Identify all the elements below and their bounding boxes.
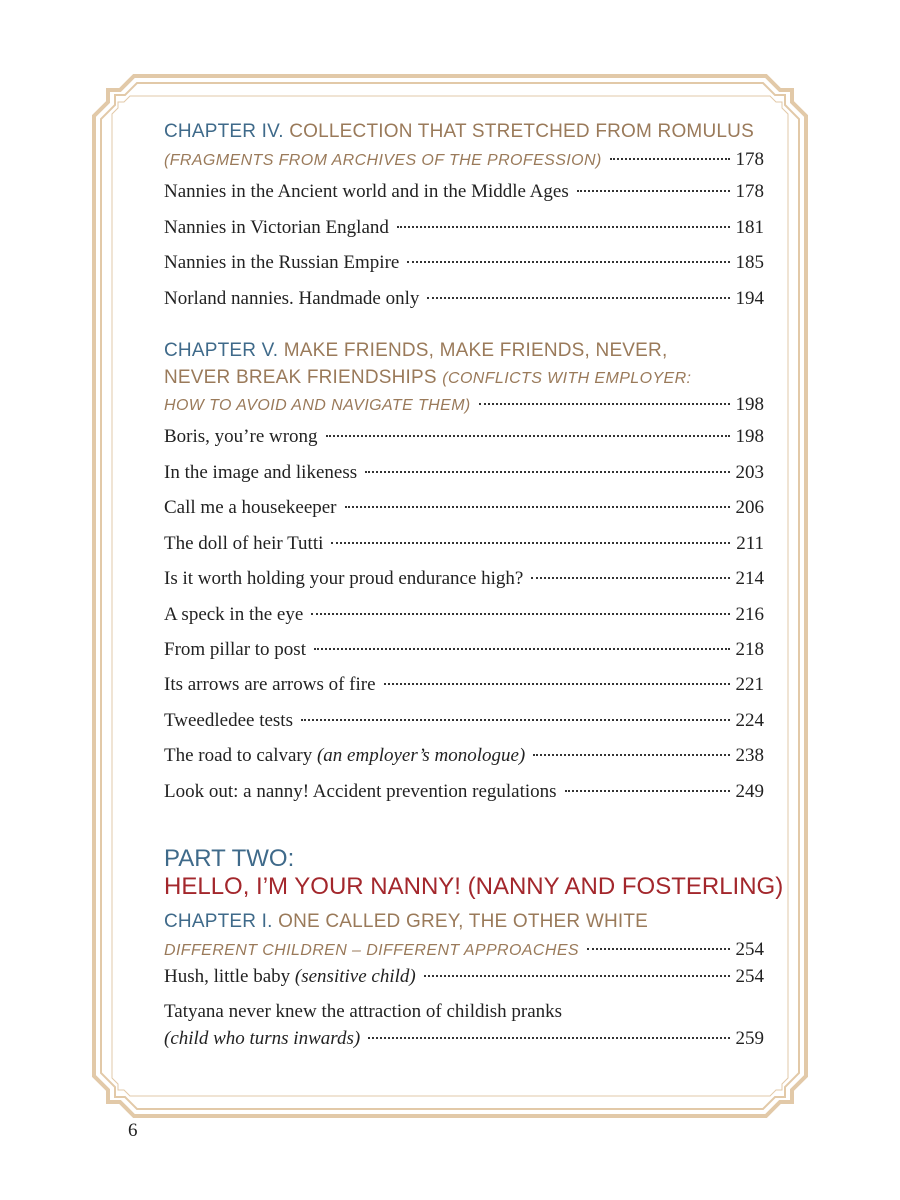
dot-leader — [384, 683, 730, 685]
entry-title: A speck in the eye — [164, 604, 304, 625]
page-number: 211 — [736, 533, 764, 554]
entry-title: Boris, you’re wrong — [164, 426, 318, 447]
page-number: 185 — [735, 252, 764, 273]
dot-leader — [326, 435, 730, 437]
entry-title: Nannies in Victorian England — [164, 217, 389, 238]
chapter-5-title-line2: NEVER BREAK FRIENDSHIPS — [164, 367, 437, 388]
toc-entry[interactable] — [164, 673, 764, 697]
chapter-4-subtitle-row[interactable] — [164, 148, 764, 173]
dot-leader — [311, 613, 729, 615]
dot-leader — [314, 648, 730, 650]
page-number: 203 — [735, 462, 764, 483]
chapter-4-heading — [164, 120, 754, 144]
toc-entry[interactable] — [164, 461, 764, 485]
chapter-5-subtitle-row[interactable] — [164, 393, 764, 418]
chapter-4-subtitle: (FRAGMENTS FROM ARCHIVES OF THE PROFESSION) — [164, 152, 602, 169]
entry-title-wrap — [164, 965, 416, 989]
dot-leader — [301, 719, 730, 721]
page-number: 178 — [735, 149, 764, 170]
page-number: 259 — [735, 1028, 764, 1049]
entry-title: Nannies in the Ancient world and in the Middle Ages — [164, 181, 569, 202]
page-number: 221 — [735, 674, 764, 695]
part-two-title: HELLO, I’M YOUR NANNY! (NANNY AND FOSTERLING) — [164, 873, 784, 900]
entry-title-wrap — [164, 744, 525, 768]
page-number: 194 — [735, 288, 764, 309]
toc-entry[interactable] — [164, 496, 764, 520]
page-number: 198 — [735, 394, 764, 415]
entry-title: In the image and likeness — [164, 462, 358, 483]
dot-leader — [345, 506, 730, 508]
entry-title: Nannies in the Russian Empire — [164, 252, 400, 273]
page-number: 216 — [735, 604, 764, 625]
toc-entry[interactable] — [164, 287, 764, 311]
toc-entry[interactable] — [164, 1027, 764, 1051]
chapter-1-label: CHAPTER I. — [164, 911, 273, 932]
dot-leader — [365, 471, 729, 473]
entry-note: (child who turns inwards) — [164, 1028, 361, 1049]
dot-leader — [331, 542, 730, 544]
toc-entry[interactable] — [164, 965, 764, 989]
dot-leader — [565, 790, 730, 792]
chapter-1-subtitle: DIFFERENT CHILDREN – DIFFERENT APPROACHES — [164, 942, 579, 959]
page-number: 238 — [735, 745, 764, 766]
toc-entry[interactable] — [164, 251, 764, 275]
dot-leader — [479, 403, 730, 405]
entry-title: The doll of heir Tutti — [164, 533, 324, 554]
entry-note: (sensitive child) — [294, 966, 416, 987]
chapter-5-heading-line2 — [164, 366, 691, 391]
entry-title: Its arrows are arrows of fire — [164, 674, 376, 695]
dot-leader — [368, 1037, 729, 1039]
toc-entry[interactable] — [164, 638, 764, 662]
dot-leader — [587, 948, 730, 950]
dot-leader — [427, 297, 729, 299]
page-number: 198 — [735, 426, 764, 447]
dot-leader — [533, 754, 729, 756]
toc-entry[interactable] — [164, 532, 764, 556]
entry-title[interactable]: Tatyana never knew the attraction of childish pranks — [164, 1001, 563, 1022]
page-number: 214 — [735, 568, 764, 589]
dot-leader — [577, 190, 730, 192]
page-number: 254 — [735, 939, 764, 960]
page-number: 254 — [735, 966, 764, 987]
entry-note: (an employer’s monologue) — [316, 745, 526, 766]
page-number: 181 — [735, 217, 764, 238]
toc-entry[interactable] — [164, 425, 764, 449]
dot-leader — [407, 261, 729, 263]
chapter-1-subtitle-row[interactable] — [164, 938, 764, 963]
part-two-label: PART TWO: — [164, 845, 295, 872]
dot-leader — [424, 975, 730, 977]
chapter-1-title: ONE CALLED GREY, THE OTHER WHITE — [278, 911, 649, 932]
entry-title: The road to calvary — [164, 745, 313, 766]
entry-title: Look out: a nanny! Accident prevention regulations — [164, 781, 557, 802]
toc-entry[interactable] — [164, 780, 764, 804]
dot-leader — [531, 577, 729, 579]
page-number: 206 — [735, 497, 764, 518]
entry-title: Is it worth holding your proud endurance high? — [164, 568, 524, 589]
chapter-5-subtitle-line2: HOW TO AVOID AND NAVIGATE THEM) — [164, 397, 471, 414]
page-number: 249 — [735, 781, 764, 802]
toc-entry[interactable] — [164, 744, 764, 768]
dot-leader — [397, 226, 730, 228]
page-number: 218 — [735, 639, 764, 660]
chapter-5-label: CHAPTER V. — [164, 340, 279, 361]
toc-entry[interactable] — [164, 603, 764, 627]
chapter-5-subtitle-line1: (CONFLICTS WITH EMPLOYER: — [442, 370, 692, 387]
chapter-4-label: CHAPTER IV. — [164, 121, 284, 142]
chapter-1-heading — [164, 910, 648, 934]
chapter-4-title: COLLECTION THAT STRETCHED FROM ROMULUS — [289, 121, 754, 142]
toc-entry[interactable] — [164, 180, 764, 204]
entry-title: Tweedledee tests — [164, 710, 293, 731]
entry-title: Call me a housekeeper — [164, 497, 337, 518]
page-number: 178 — [735, 181, 764, 202]
entry-title: Hush, little baby — [164, 966, 291, 987]
entry-title: Norland nannies. Handmade only — [164, 288, 420, 309]
page-number-footer: 6 — [128, 1120, 138, 1141]
chapter-5-title-line1: MAKE FRIENDS, MAKE FRIENDS, NEVER, — [283, 340, 668, 361]
toc-entry[interactable] — [164, 709, 764, 733]
toc-entry[interactable] — [164, 216, 764, 240]
dot-leader — [610, 158, 730, 160]
page-number: 224 — [735, 710, 764, 731]
toc-entry[interactable] — [164, 567, 764, 591]
chapter-5-heading — [164, 339, 667, 363]
entry-title: From pillar to post — [164, 639, 306, 660]
